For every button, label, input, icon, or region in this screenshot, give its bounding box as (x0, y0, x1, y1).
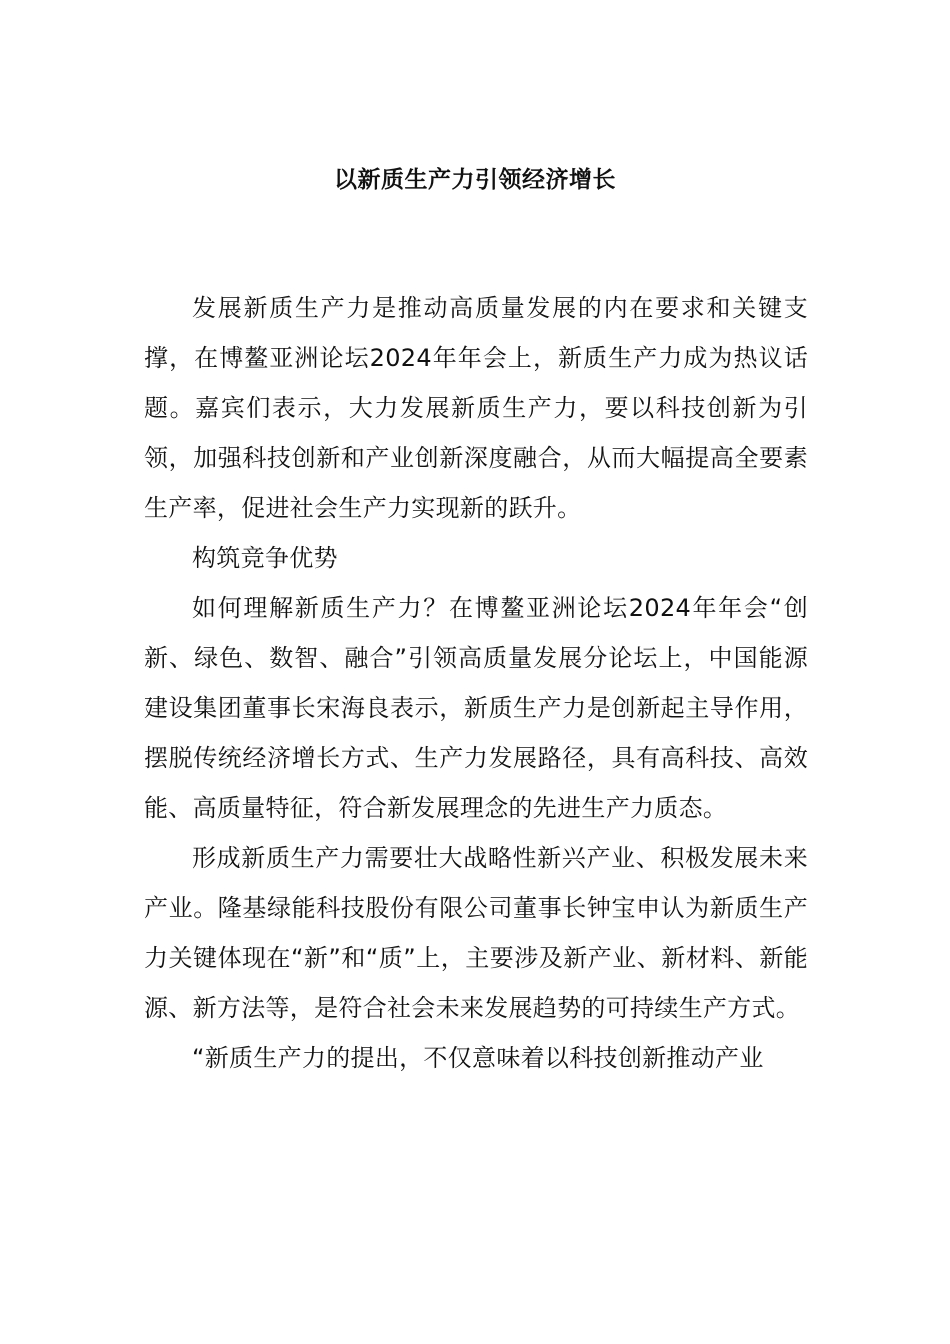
paragraph: 如何理解新质生产力？在博鳌亚洲论坛2024年年会“创新、绿色、数智、融合”引领高质量发展分论坛上，中国能源建设集团董事长宋海良表示，新质生产力是创新起主导作用，摆脱传统经济增长方式、生产力发展路径，具有高科技、高效能、高质量特征，符合新发展理念的先进生产力质态。 (144, 594, 808, 822)
document-title: 以新质生产力引领经济增长 (334, 167, 616, 193)
section-heading: 构筑竞争优势 (192, 544, 338, 572)
paragraph: 形成新质生产力需要壮大战略性新兴产业、积极发展未来产业。隆基绿能科技股份有限公司董事长钟宝申认为新质生产力关键体现在“新”和“质”上，主要涉及新产业、新材料、新能源、新方法等，是符合社会未来发展趋势的可持续生产方式。 (144, 844, 808, 1022)
document-body (144, 283, 808, 1083)
paragraph: “新质生产力的提出，不仅意味着以科技创新推动产业 (192, 1044, 764, 1072)
paragraph-intro: 发展新质生产力是推动高质量发展的内在要求和关键支撑，在博鳌亚洲论坛2024年年会上，新质生产力成为热议话题。嘉宾们表示，大力发展新质生产力，要以科技创新为引领，加强科技创新和产业创新深度融合，从而大幅提高全要素生产率，促进社会生产力实现新的跃升。 (144, 294, 808, 522)
